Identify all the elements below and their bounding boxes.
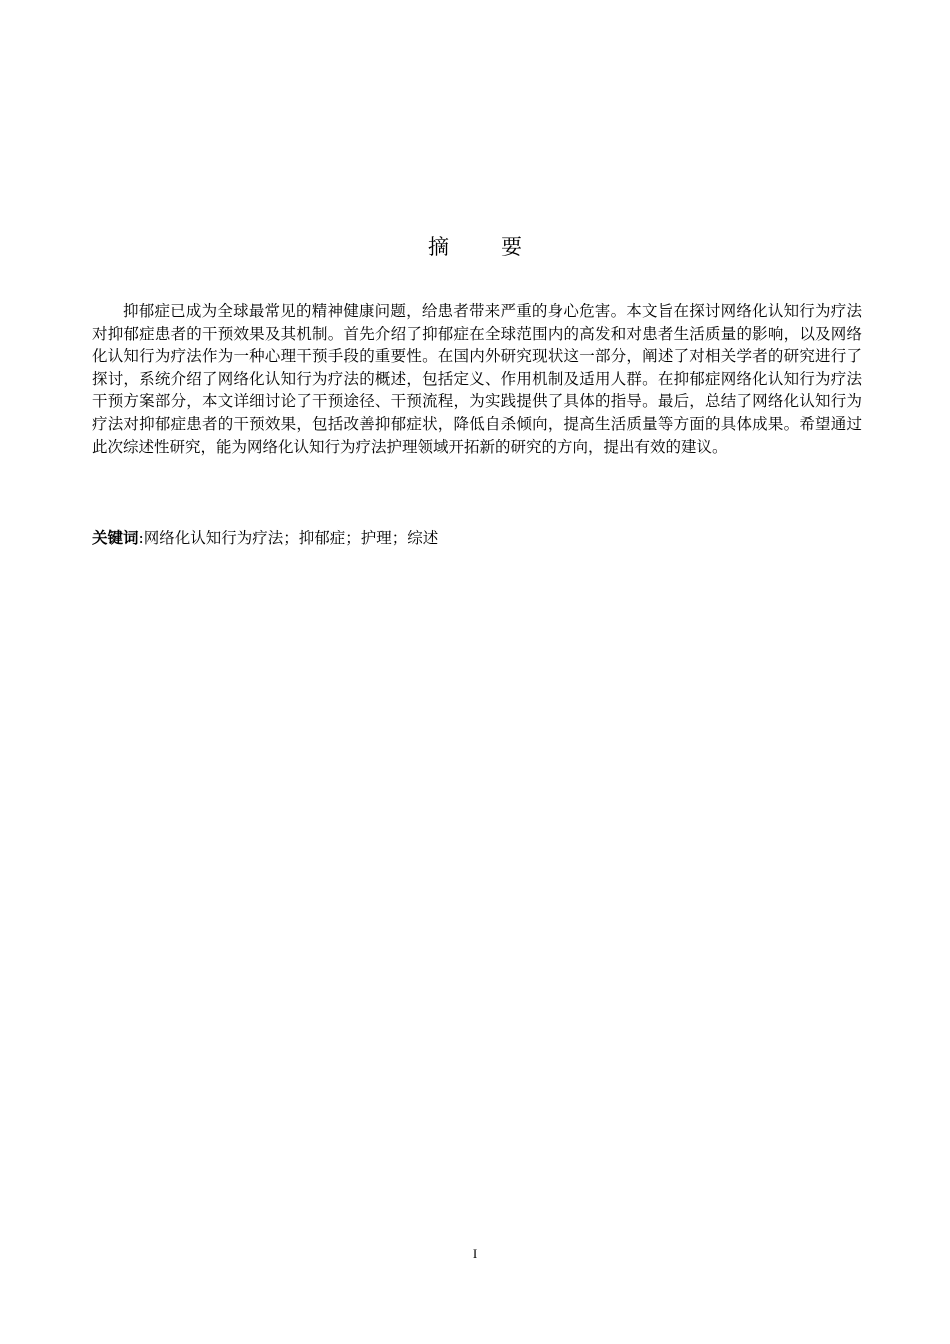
keywords-separator: : bbox=[138, 529, 144, 547]
page-title: 摘要 bbox=[428, 235, 574, 259]
keywords-line bbox=[92, 527, 862, 550]
page-number: I bbox=[472, 1246, 478, 1261]
keywords-label: 关键词 bbox=[92, 529, 139, 547]
abstract-paragraph: 抑郁症已成为全球最常见的精神健康问题，给患者带来严重的身心危害。本文旨在探讨网络化认知行为疗法对抑郁症患者的干预效果及其机制。首先介绍了抑郁症在全球范围内的高发和对患者生活质量的影响，以及网络化认知行为疗法作为一种心理干预手段的重要性。在国内外研究现状这一部分，阐述了对相关学者的研究进行了探讨，系统介绍了网络化认知行为疗法的概述，包括定义、作用机制及适用人群。在抑郁症网络化认知行为疗法干预方案部分，本文详细讨论了干预途径、干预流程，为实践提供了具体的指导。最后，总结了网络化认知行为疗法对抑郁症患者的干预效果，包括改善抑郁症状，降低自杀倾向，提高生活质量等方面的具体成果。希望通过此次综述性研究，能为网络化认知行为疗法护理领域开拓新的研究的方向，提出有效的建议。 bbox=[92, 302, 862, 456]
keywords-text: 网络化认知行为疗法；抑郁症；护理；综述 bbox=[143, 529, 439, 547]
